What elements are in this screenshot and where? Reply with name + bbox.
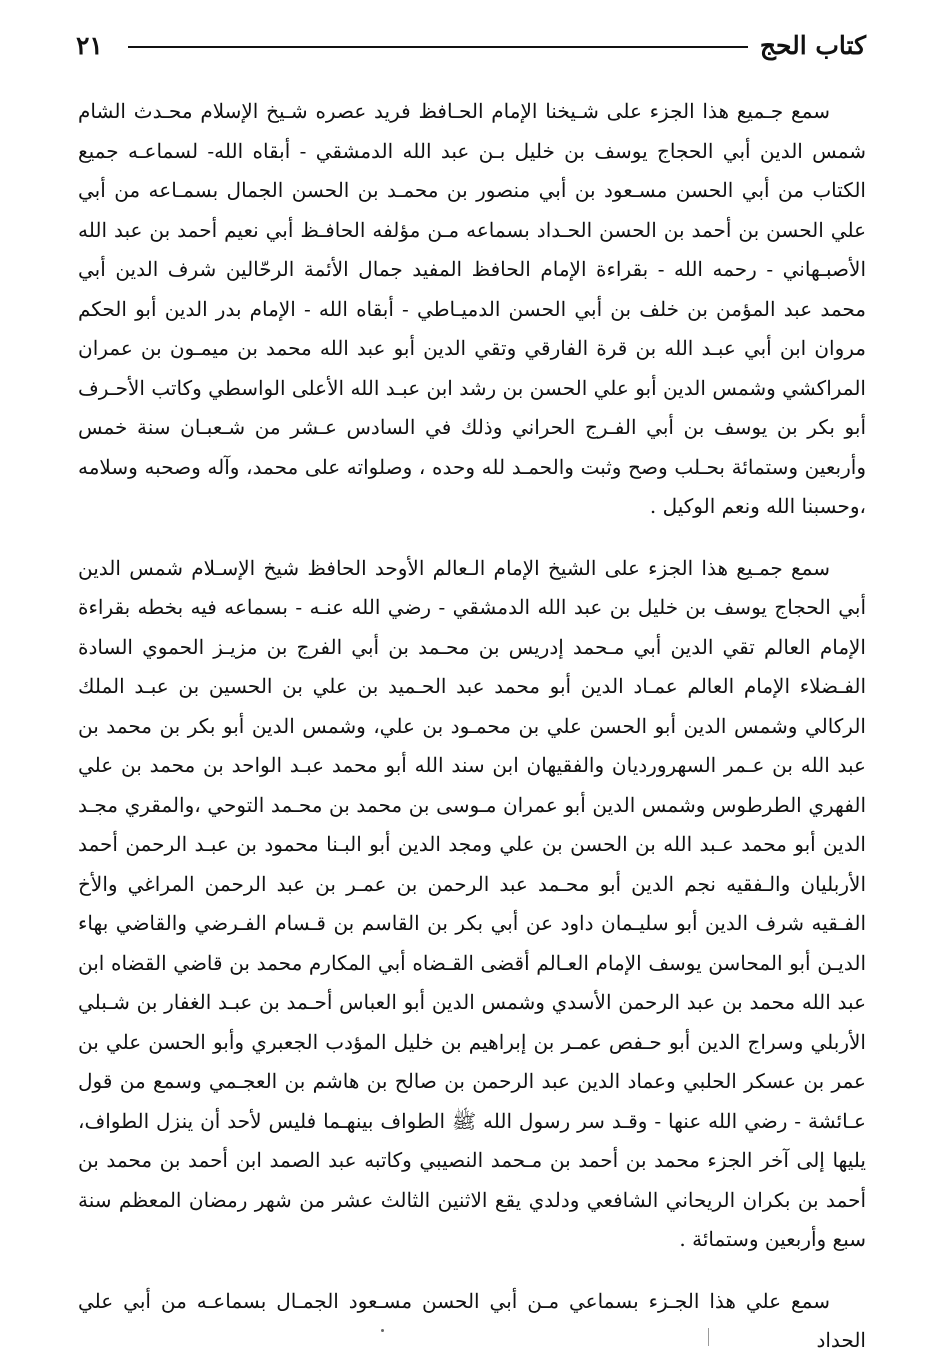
running-title: كتاب الحج bbox=[759, 31, 866, 60]
body-text bbox=[78, 92, 866, 1361]
scan-speck bbox=[381, 1329, 384, 1332]
scan-speck bbox=[708, 1328, 709, 1346]
paragraph-2: سمع جمـيع هذا الجزء على الشيخ الإمام الـعالم الأوحد الحافظ شيخ الإسـلام شمس الدين أبي الحجاج يوسف بن خليل بن عبد الله الدمشقي - رضي الله عنـه - بسماعه فيه بخطه بقراءة الإمام العالم تقي الدين أبي مـحمد إدريس بن محـمد بن أبي الفرج بن مزيـز الحموي السادة الفـضلاء الإمام العالم عمـاد الدين أبو محمد عبد الحـميد بن علي بن الحسين بن عبـد الملك الركالي وشمس الدين أبو الحسن علي بن محمـود بن علي، وشمس الدين أبو بكر بن محمد بن عبد الله بن عـمر السهروردیان والفقيهان ابن سند الله أبو محمد عبـد الواحد بن محمد بن علي الفهري الطرطوس وشمس الدين أبو عمران مـوسى بن محمد بن محـمد التوحي ،والمقري مجـد الدين أبو محمد عـبد الله بن الحسن بن علي ومجد الدين أبو البـنا محمود بن عبـد الرحمن أحمد الأربليان والـفقيه نجم الدين أبو محـمد عبد الرحمن بن عمـر بن عبد الرحمن المراغي والأخ الفـقيه شرف الدين أبو سليـمان داود عن أبي بكر بن القاسم بن قـسام الفـرضي والقاضي بهاء الديـن أبو المحاسن يوسف الإمام العـالم أقضى القـضاه أبي المكارم محمد بن قاضي القضاه ابن عبد الله محمد بن عبد الرحمن الأسدي وشمس الدين أبو العباس أحـمد بن عبـد الغفار بن شـبلي الأربلي وسراج الدين أبو حـفص عمـر بن إبراهيم بن خليل المؤدب الجعبري وأبو الحسن علي بن عمر بن عسكر الحلبي وعماد الدين عبد الرحمن بن صالح بن هاشم بن العجـمي وسمع من قول عـائشة - رضي الله عنها - وقـد سر رسول الله ﷺ الطواف بينهـما فليس لأحد أن ينزل الطواف، يليها إلى آخر الجزء محمد بن أحمد بن مـحمد النصيبي وكاتبه عبد الصمد ابن أحمد بن محمد بن أحمد بن بكران الريحاني الشافعي ودلدي يقع الاثنين الثالث عشر من شهر رمضان المعظم سنة سبع وأربعين وستمائة . bbox=[78, 555, 866, 1251]
header-rule bbox=[128, 46, 748, 48]
page-number: ٢١ bbox=[76, 31, 103, 60]
page-header bbox=[76, 28, 866, 68]
paragraph-1: سمع جـميع هذا الجزء على شـيخنا الإمام الحـافظ فريد عصره شـيخ الإسلام محـدث الشام شمس الدين أبي الحجاج يوسف بن خليل بـن عبد الله الدمشقي - أبقاه الله- لسماعـه جميع الكتاب من أبي الحسن مسـعود بن أبي منصور بن محمـد بن الحسن الجمال بسمـاعه من أبي علي الحسن بن أحمد بن الحسن الحـداد بسماعه مـن مؤلفه الحافـظ أبي نعيم أحمد بن عبد الله الأصبـهاني - رحمه الله - بقراءة الإمام الحافظ المفيد جمال الأئمة الرحّالين شرف الدين أبي محمد عبد المؤمن بن خلف بن أبي الحسن الدميـاطي - أبقاه الله - الإمام بدر الدين أبو الحكم مروان ابن أبي عبـد الله بن قرة الفارقي وتقي الدين أبو عبد الله محمد بن ميمـون بن عمران المراكشي وشمس الدين أبو علي الحسن بن رشد ابن عبـد الله الأعلى الواسطي وكاتب الأحـرف أبو بكر بن يوسف بن أبي الفـرج الحراني وذلك في السادس عـشر من شـعبـان سنة خمس وأربعين وستمائة بحـلب وصح وثبت والحمـد لله وحده ، وصلواته على محمد، وآله وصحبه وسلامه ،وحسبنا الله ونعم الوكيل . bbox=[78, 99, 867, 518]
paragraph-3: سمع علي هذا الجـزء بسماعي مـن أبي الحسن مسـعود الجمـال بسماعـه من أبي علي الحداد bbox=[78, 1288, 866, 1352]
